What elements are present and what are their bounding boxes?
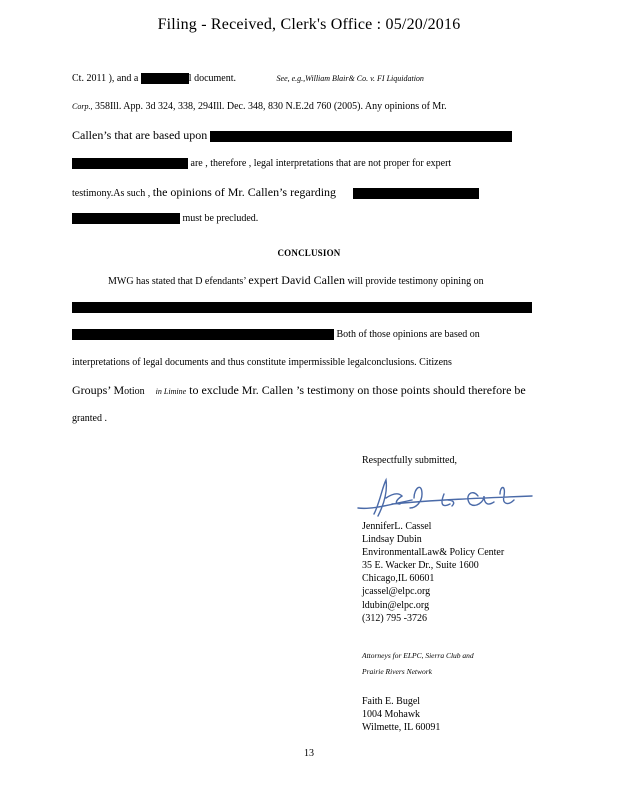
citation-reporter: 358Ill. App. 3d 324, 338, 294Ill. Dec. 348, 830 N.E.2d 760 (2005). Any opinions of Mr. xyxy=(92,101,447,112)
redaction-box xyxy=(72,158,188,169)
body-line-2 xyxy=(72,101,447,112)
conclusion-line-5-d: to exclude Mr. Callen ’s testimony on those points should therefore be xyxy=(186,383,526,397)
body-line-4 xyxy=(72,158,451,169)
conclusion-line-3 xyxy=(72,329,480,340)
attorneys-line: Prairie Rivers Network xyxy=(362,667,432,676)
street-address: 35 E. Wacker Dr., Suite 1600 xyxy=(362,560,479,572)
body-line-5 xyxy=(72,185,479,200)
email-address: ldubin@elpc.org xyxy=(362,599,430,611)
conclusion-line-1-mid: expert David Callen xyxy=(248,273,345,287)
signer-name: JenniferL. Cassel xyxy=(362,521,432,532)
signer-name: Lindsay Dubin xyxy=(362,534,422,546)
city-state-zip: Wilmette, IL 60091 xyxy=(362,722,441,734)
redaction-box xyxy=(72,302,532,313)
in-limine-italic: in Limine xyxy=(155,387,187,396)
redaction-box xyxy=(141,73,189,84)
redaction-box xyxy=(72,329,334,340)
street-address: 1004 Mohawk xyxy=(362,709,421,721)
attorneys-line: Attorneys for ELPC, Sierra Club and xyxy=(362,651,474,660)
body-line-3 xyxy=(72,128,512,143)
redaction-box xyxy=(353,188,479,199)
attorneys-for xyxy=(362,648,474,680)
body-line-6 xyxy=(72,213,258,224)
body-line-4-text: are , therefore , legal interpretations that are not proper for expert xyxy=(188,158,452,169)
body-line-6-text: must be precluded. xyxy=(180,213,259,224)
handwritten-signature-image xyxy=(352,474,536,520)
redaction-box xyxy=(210,131,512,142)
body-line-3-text: Callen’s that are based upon xyxy=(72,128,208,142)
body-line-1-end: l document. xyxy=(188,73,237,84)
conclusion-line-5 xyxy=(72,383,526,398)
conclusion-heading: CONCLUSION xyxy=(277,248,341,258)
conclusion-line-1-start: MWG has stated that D efendants’ xyxy=(108,276,249,287)
conclusion-line-3-text: Both of those opinions are based on xyxy=(334,329,480,340)
conclusion-line-1 xyxy=(108,273,484,288)
signer-name: Faith E. Bugel xyxy=(362,696,421,707)
page-number: 13 xyxy=(304,748,314,759)
signature-stroke xyxy=(358,480,532,516)
redaction-box xyxy=(72,213,180,224)
citation-text: See, e.g.,William Blair& Co. v. FI Liquidation xyxy=(276,74,424,83)
email-address: jcassel@elpc.org xyxy=(362,586,431,598)
citation-corp: Corp., xyxy=(72,102,93,111)
conclusion-line-4: interpretations of legal documents and thus constitute impermissible legalconclusions. Citizens xyxy=(72,357,452,368)
signature-block xyxy=(362,520,504,625)
conclusion-line-5-b: otion xyxy=(124,386,145,397)
filing-header: Filing - Received, Clerk's Office : 05/20/2016 xyxy=(157,16,461,33)
conclusion-line-2 xyxy=(72,302,532,313)
conclusion-line-6: granted . xyxy=(72,413,107,424)
body-line-1-start: Ct. 2011 ), and a xyxy=(72,73,139,84)
organization-name: EnvironmentalLaw& Policy Center xyxy=(362,547,505,559)
conclusion-line-5-a: Groups’ M xyxy=(72,383,125,397)
body-line-1 xyxy=(72,73,424,84)
city-state-zip: Chicago,IL 60601 xyxy=(362,573,435,585)
phone-number: (312) 795 -3726 xyxy=(362,612,427,624)
second-signer-block xyxy=(362,695,440,734)
body-line-5-mid: the opinions of Mr. Callen’s regarding xyxy=(152,185,337,199)
respectfully-submitted: Respectfully submitted, xyxy=(362,455,457,466)
conclusion-line-1-end: will provide testimony opining on xyxy=(344,276,484,287)
body-line-5-start: testimony.As such , xyxy=(72,188,153,199)
